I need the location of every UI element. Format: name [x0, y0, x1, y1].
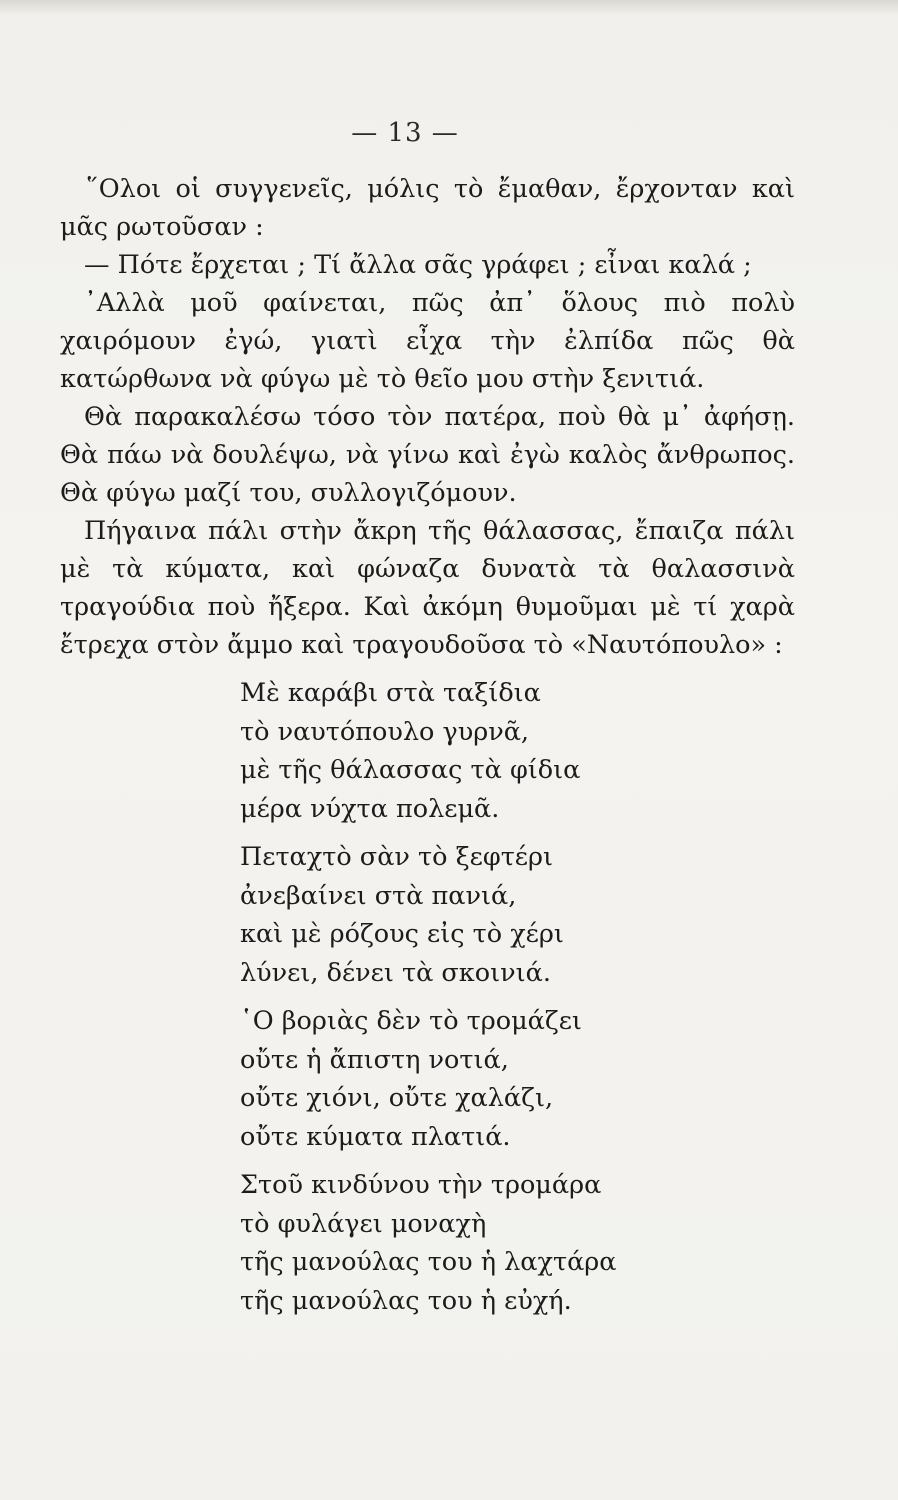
- paragraph: ᾿Αλλὰ μοῦ φαίνεται, πῶς ἀπ᾿ ὅλους πιὸ πολὺ χαιρόμουν ἐγώ, γιατὶ εἶχα τὴν ἐλπίδα πῶς θὰ κατώρθωνα νὰ φύγω μὲ τὸ θεῖο μου στὴν ξενιτιά.: [60, 288, 795, 394]
- poem-nautopoulo: [240, 674, 740, 1330]
- poem-line: λύνει, δένει τὰ σκοινιά.: [240, 957, 551, 988]
- poem-line: καὶ μὲ ρόζους εἰς τὸ χέρι: [240, 919, 564, 949]
- poem-line: τὸ ναυτόπουλο γυρνᾶ,: [240, 716, 530, 747]
- poem-line: τῆς μανούλας του ἡ λαχτάρα: [240, 1247, 617, 1277]
- poem-stanza: [240, 838, 740, 992]
- poem-line: οὔτε κύματα πλατιά.: [240, 1121, 511, 1152]
- poem-line: οὔτε χιόνι, οὔτε χαλάζι,: [240, 1083, 554, 1113]
- poem-line: μέρα νύχτα πολεμᾶ.: [240, 793, 500, 824]
- poem-line: ἀνεβαίνει στὰ πανιά,: [240, 880, 517, 911]
- poem-line: μὲ τῆς θάλασσας τὰ φίδια: [240, 755, 581, 785]
- poem-line: Στοῦ κινδύνου τὴν τρομάρα: [240, 1170, 602, 1200]
- poem-line: Μὲ καράβι στὰ ταξίδια: [240, 678, 541, 708]
- poem-line: τῆς μανούλας του ἡ εὐχή.: [240, 1285, 572, 1316]
- page-number: — 13 —: [351, 118, 459, 148]
- poem-line: ῾Ο βοριὰς δὲν τὸ τρομάζει: [240, 1006, 582, 1036]
- page-top-edge: [0, 0, 898, 14]
- paragraph: ῞Ολοι οἱ συγγενεῖς, μόλις τὸ ἔμαθαν, ἔρχονταν καὶ μᾶς ρωτοῦσαν :: [60, 174, 795, 242]
- poem-line: Πεταχτὸ σὰν τὸ ξεφτέρι: [240, 842, 554, 872]
- poem-stanza: [240, 674, 740, 828]
- prose-body: [60, 170, 795, 664]
- paragraph: Θὰ παρακαλέσω τόσο τὸν πατέρα, ποὺ θὰ μ᾿ ἀφήσῃ. Θὰ πάω νὰ δουλέψω, νὰ γίνω καὶ ἐγὼ καλὸς ἄνθρωπος. Θὰ φύγω μαζί του, συλλογιζόμουν.: [60, 402, 795, 508]
- poem-line: οὔτε ἡ ἄπιστη νοτιά,: [240, 1044, 509, 1075]
- poem-line: τὸ φυλάγει μοναχὴ: [240, 1208, 487, 1239]
- paragraph: Πήγαινα πάλι στὴν ἄκρη τῆς θάλασσας, ἔπαιζα πάλι μὲ τὰ κύματα, καὶ φώναζα δυνατὰ τὰ θαλασσινὰ τραγούδια ποὺ ἤξερα. Καὶ ἀκόμη θυμοῦμαι μὲ τί χαρὰ ἔτρεχα στὸν ἄμμο καὶ τραγουδοῦσα τὸ «Ναυτόπουλο» :: [60, 516, 795, 660]
- paragraph: — Πότε ἔρχεται ; Τί ἄλλα σᾶς γράφει ; εἶναι καλά ;: [84, 250, 752, 280]
- poem-stanza: [240, 1002, 740, 1156]
- poem-stanza: [240, 1166, 740, 1320]
